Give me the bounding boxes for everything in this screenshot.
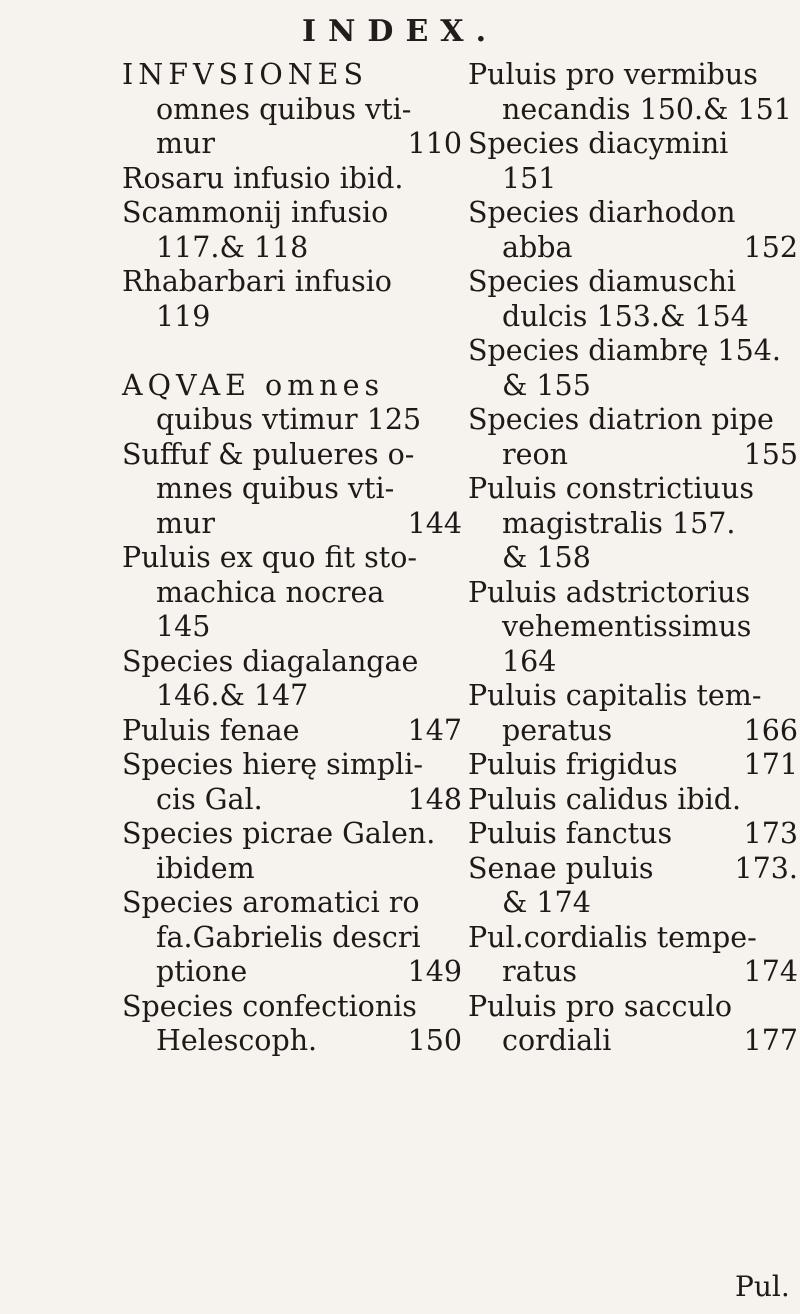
entry-text: reon	[502, 437, 569, 471]
index-entry	[122, 679, 462, 714]
page-number: 155	[743, 437, 798, 471]
entry-text: Helescoph.	[156, 1024, 318, 1057]
entry-text: 119	[156, 299, 211, 333]
entry-text: ratus	[502, 955, 578, 988]
index-entry	[122, 783, 462, 818]
entry-text: magistralis 157.	[502, 506, 736, 540]
index-entry	[122, 852, 462, 887]
entry-text: AQVAE omnes	[122, 368, 385, 402]
entry-text: Suffuf & pulueres o-	[122, 437, 415, 471]
index-entry	[122, 886, 462, 921]
page-number: 149	[407, 955, 462, 988]
page-number: 150	[407, 1024, 462, 1057]
entry-text: & 174	[502, 886, 591, 919]
entry-text: Species picrae Galen.	[122, 817, 436, 850]
index-entry	[122, 921, 462, 956]
index-entry	[122, 403, 462, 438]
index-entry	[122, 58, 462, 93]
index-entry	[468, 334, 798, 369]
index-entry	[122, 334, 462, 369]
index-entry	[468, 196, 798, 231]
entry-text: Species diarhodon	[468, 196, 736, 229]
index-entry	[122, 576, 462, 611]
page-number: 173.	[734, 851, 798, 885]
index-entry	[122, 955, 462, 990]
entry-text: Species diatrion pipe	[468, 403, 774, 436]
index-entry	[468, 748, 798, 783]
entry-text: Rosaru infusio ibid.	[122, 161, 404, 195]
entry-text: Puluis frigidus	[468, 748, 678, 781]
index-entry	[468, 576, 798, 611]
index-entry	[468, 58, 798, 93]
page-number: 171	[743, 748, 798, 781]
entry-text: vehementissimus	[502, 610, 752, 643]
entry-text: Puluis ex quo fit sto-	[122, 541, 418, 574]
page-number: 148	[407, 782, 462, 816]
page-number: 147	[407, 713, 462, 747]
page-number: 166	[743, 713, 798, 747]
catchword: Pul.	[735, 1270, 790, 1303]
index-entry	[468, 369, 798, 404]
entry-text: 164	[502, 644, 557, 678]
entry-text: 151	[502, 161, 557, 195]
page-number: 152	[743, 230, 798, 264]
entry-text: INFVSIONES	[122, 58, 368, 91]
index-entry	[468, 990, 798, 1025]
index-entry	[468, 921, 798, 956]
entry-text: ibidem	[156, 851, 255, 885]
entry-text: & 155	[502, 368, 591, 402]
index-entry	[122, 748, 462, 783]
entry-text: cordiali	[502, 1024, 612, 1057]
index-entry	[122, 369, 462, 404]
index-entry	[468, 472, 798, 507]
entry-text: Puluis pro sacculo	[468, 989, 733, 1023]
entry-text: Species confectionis	[122, 989, 417, 1023]
index-entry	[468, 714, 798, 749]
entry-text: Senae puluis	[468, 851, 654, 885]
index-entry	[122, 438, 462, 473]
entry-text: Species diamuschi	[468, 265, 737, 298]
entry-text: Species diambrę 154.	[468, 334, 781, 367]
index-entry	[122, 610, 462, 645]
entry-text: omnes quibus vti-	[156, 92, 412, 126]
index-entry	[468, 438, 798, 473]
index-entry	[468, 300, 798, 335]
index-entry	[468, 93, 798, 128]
entry-text: mur	[156, 506, 216, 540]
index-entry	[122, 265, 462, 300]
index-entry	[468, 231, 798, 266]
index-entry	[468, 852, 798, 887]
entry-text: Puluis calidus ibid.	[468, 782, 742, 816]
index-entry	[122, 541, 462, 576]
index-entry	[122, 817, 462, 852]
index-entry	[468, 403, 798, 438]
index-entry	[122, 645, 462, 680]
entry-text: abba	[502, 230, 573, 264]
entry-text: mnes quibus vti-	[156, 472, 395, 505]
entry-text: Pul.cordialis tempe-	[468, 920, 757, 954]
entry-text: Puluis fanctus	[468, 817, 673, 850]
index-entry	[468, 127, 798, 162]
index-entry	[122, 196, 462, 231]
index-entry	[122, 231, 462, 266]
entry-text: machica nocrea	[156, 575, 385, 609]
entry-text: Puluis fenae	[122, 713, 300, 747]
entry-text: Rhabarbari infusio	[122, 265, 392, 298]
entry-text: 117.& 118	[156, 230, 309, 264]
page-number: 110	[407, 127, 462, 160]
index-entry	[468, 955, 798, 990]
entry-text: fa.Gabrielis descri	[156, 920, 421, 954]
entry-text: 146.& 147	[156, 679, 309, 712]
index-entry	[122, 990, 462, 1025]
entry-text: ptione	[156, 955, 248, 988]
entry-text: 145	[156, 610, 211, 643]
right-column	[468, 58, 798, 1059]
entry-text: quibus vtimur 125	[156, 403, 422, 436]
page-number: 177	[743, 1024, 798, 1057]
index-entry	[122, 93, 462, 128]
page-number: 173	[743, 817, 798, 850]
index-entry	[468, 541, 798, 576]
page-number: 144	[407, 506, 462, 540]
entry-text: Species hierę simpli-	[122, 748, 424, 781]
index-entry	[122, 127, 462, 162]
left-column	[122, 58, 462, 1059]
index-entry	[468, 162, 798, 197]
index-entry	[122, 300, 462, 335]
entry-text: Puluis adstrictorius	[468, 575, 751, 609]
entry-text: Puluis capitalis tem-	[468, 679, 762, 712]
index-entry	[468, 817, 798, 852]
page-header: INDEX.	[301, 14, 499, 49]
index-entry	[468, 783, 798, 818]
entry-text: & 158	[502, 541, 591, 574]
entry-text: Scammonij infusio	[122, 196, 389, 229]
page-number: 174	[743, 955, 798, 988]
index-entry	[468, 1024, 798, 1059]
entry-text: necandis 150.& 151	[502, 92, 792, 126]
entry-text: Puluis constrictiuus	[468, 472, 754, 505]
index-entry	[122, 1024, 462, 1059]
entry-text: mur	[156, 127, 216, 160]
index-entry	[122, 714, 462, 749]
index-entry	[122, 162, 462, 197]
entry-text: Species aromatici ro	[122, 886, 420, 919]
entry-text: dulcis 153.& 154	[502, 299, 749, 333]
index-entry	[122, 472, 462, 507]
index-entry	[468, 679, 798, 714]
entry-text: Species diacymini	[468, 127, 729, 160]
entry-text: cis Gal.	[156, 782, 263, 816]
index-entry	[468, 610, 798, 645]
index-entry	[468, 886, 798, 921]
index-entry	[468, 507, 798, 542]
index-entry	[122, 507, 462, 542]
entry-text: Species diagalangae	[122, 644, 419, 678]
entry-text: Puluis pro vermibus	[468, 58, 758, 91]
index-entry	[468, 265, 798, 300]
entry-text: peratus	[502, 713, 613, 747]
index-entry	[468, 645, 798, 680]
